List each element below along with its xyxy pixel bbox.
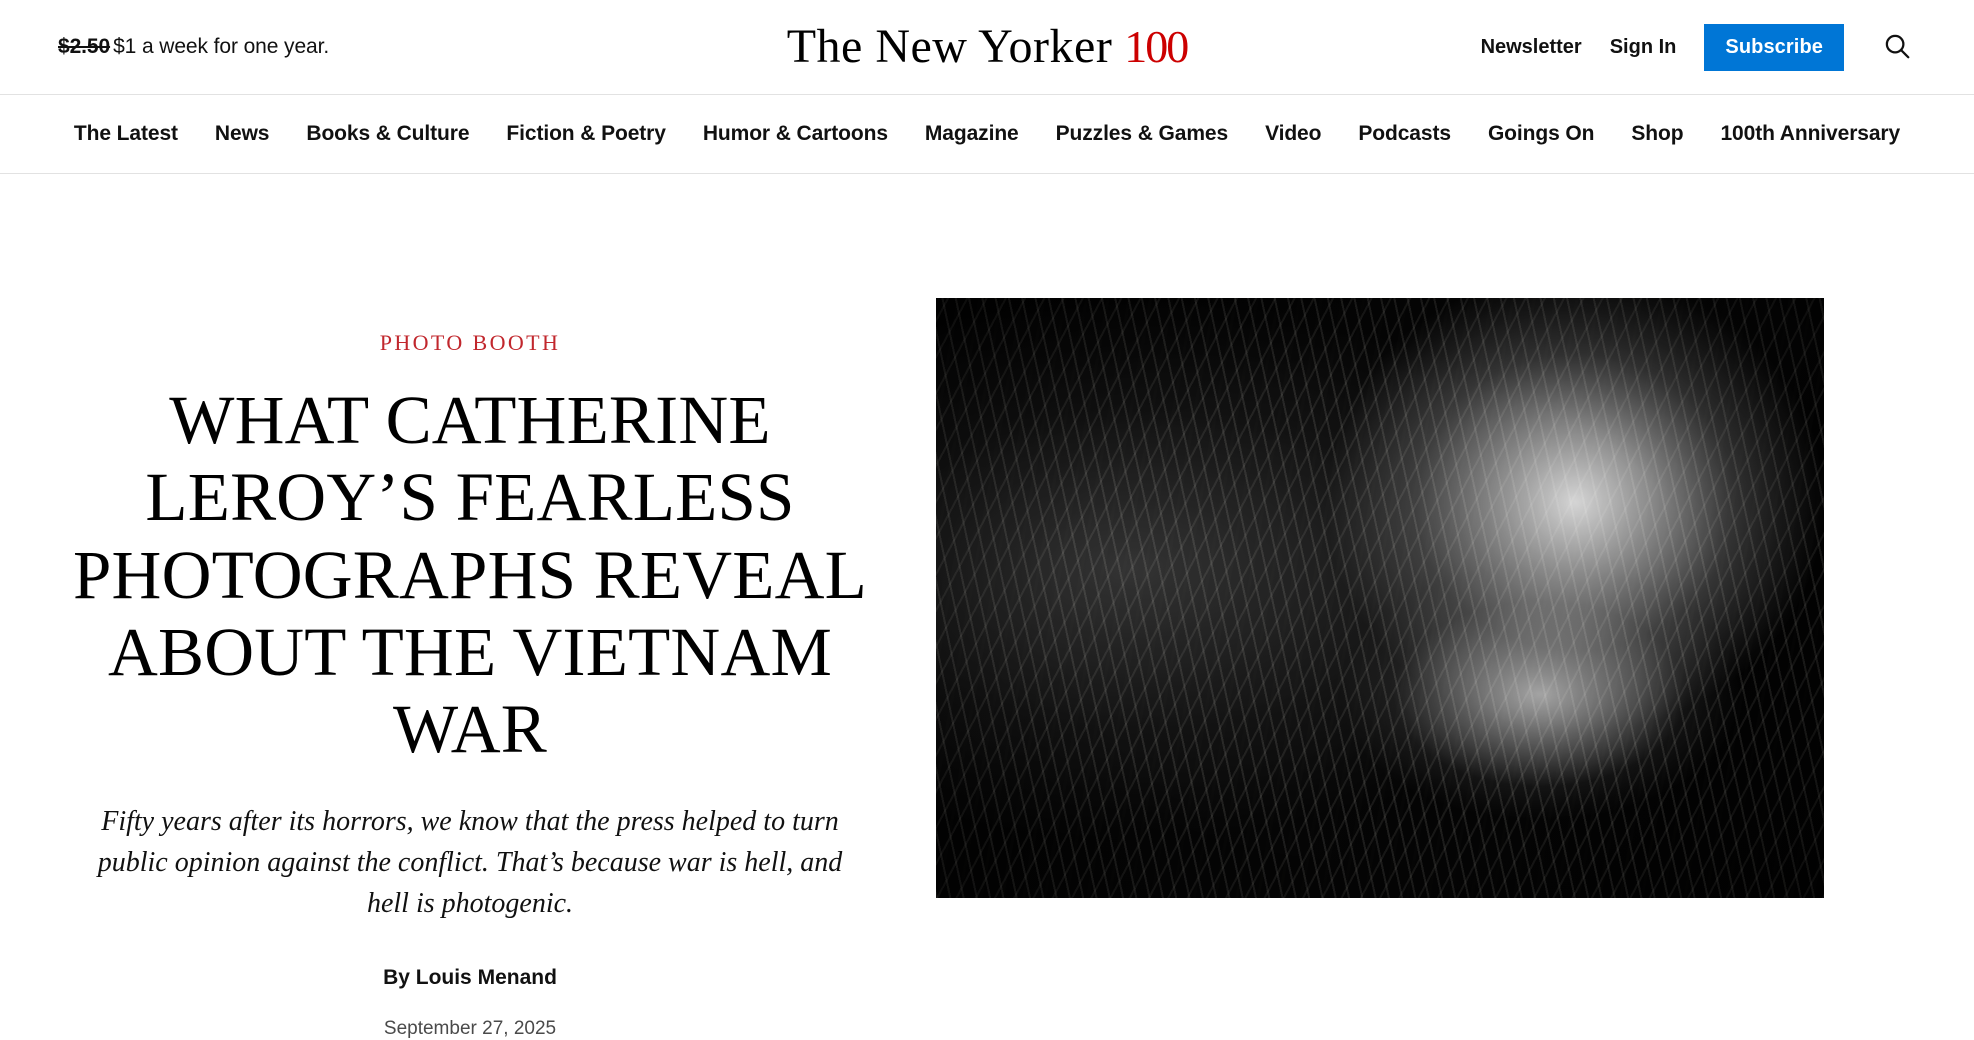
- nav-item-video[interactable]: Video: [1265, 122, 1322, 145]
- nav-item-humor-and-cartoons[interactable]: Humor & Cartoons: [702, 122, 888, 145]
- main-navigation: [0, 95, 1974, 174]
- masthead-anniversary-mark: 100: [1124, 21, 1188, 72]
- nav-item-fiction-and-poetry[interactable]: Fiction & Poetry: [506, 122, 666, 145]
- search-icon: [1882, 31, 1912, 64]
- top-bar-actions: [1481, 24, 1916, 71]
- nav-item-books-and-culture[interactable]: Books & Culture: [306, 122, 470, 145]
- hero-photograph: [936, 298, 1824, 898]
- nav-item-podcasts[interactable]: Podcasts: [1358, 122, 1451, 145]
- article-publish-date: September 27, 2025: [383, 1018, 557, 1040]
- promo-original-price: $2.50: [58, 35, 111, 58]
- sign-in-link[interactable]: Sign In: [1609, 35, 1677, 58]
- nav-item-news[interactable]: News: [214, 122, 270, 145]
- nav-item-goings-on[interactable]: Goings On: [1487, 122, 1595, 145]
- top-bar: [0, 0, 1974, 95]
- masthead-title: The New Yorker: [786, 20, 1113, 73]
- search-button[interactable]: [1878, 31, 1916, 64]
- hero-photograph-vignette: [936, 298, 1824, 898]
- promo-offer-text: $1 a week for one year.: [113, 35, 330, 58]
- nav-item-100th-anniversary[interactable]: 100th Anniversary: [1720, 122, 1901, 145]
- nav-item-the-latest[interactable]: The Latest: [73, 122, 178, 145]
- article-hero-media: [936, 270, 1914, 898]
- article-byline[interactable]: By Louis Menand: [383, 966, 557, 990]
- masthead-logo[interactable]: [786, 20, 1188, 73]
- nav-item-shop[interactable]: Shop: [1631, 122, 1684, 145]
- promo-offer: [58, 35, 329, 59]
- page-title: WHAT CATHERINE LEROY’S FEARLESS PHOTOGRAPHS REVEAL ABOUT THE VIETNAM WAR: [72, 382, 867, 768]
- nav-item-puzzles-and-games[interactable]: Puzzles & Games: [1055, 122, 1229, 145]
- article-hero: [0, 174, 1974, 1040]
- newsletter-link[interactable]: Newsletter: [1480, 35, 1582, 58]
- subscribe-button[interactable]: Subscribe: [1704, 24, 1844, 71]
- article-hero-text: [60, 270, 880, 1040]
- article-dek: Fifty years after its horrors, we know that the press helped to turn public opinion against the conflict. That’s because war is hell, and hell is photogenic.: [97, 806, 843, 919]
- nav-item-magazine[interactable]: Magazine: [924, 122, 1019, 145]
- article-rubric[interactable]: PHOTO BOOTH: [379, 330, 561, 355]
